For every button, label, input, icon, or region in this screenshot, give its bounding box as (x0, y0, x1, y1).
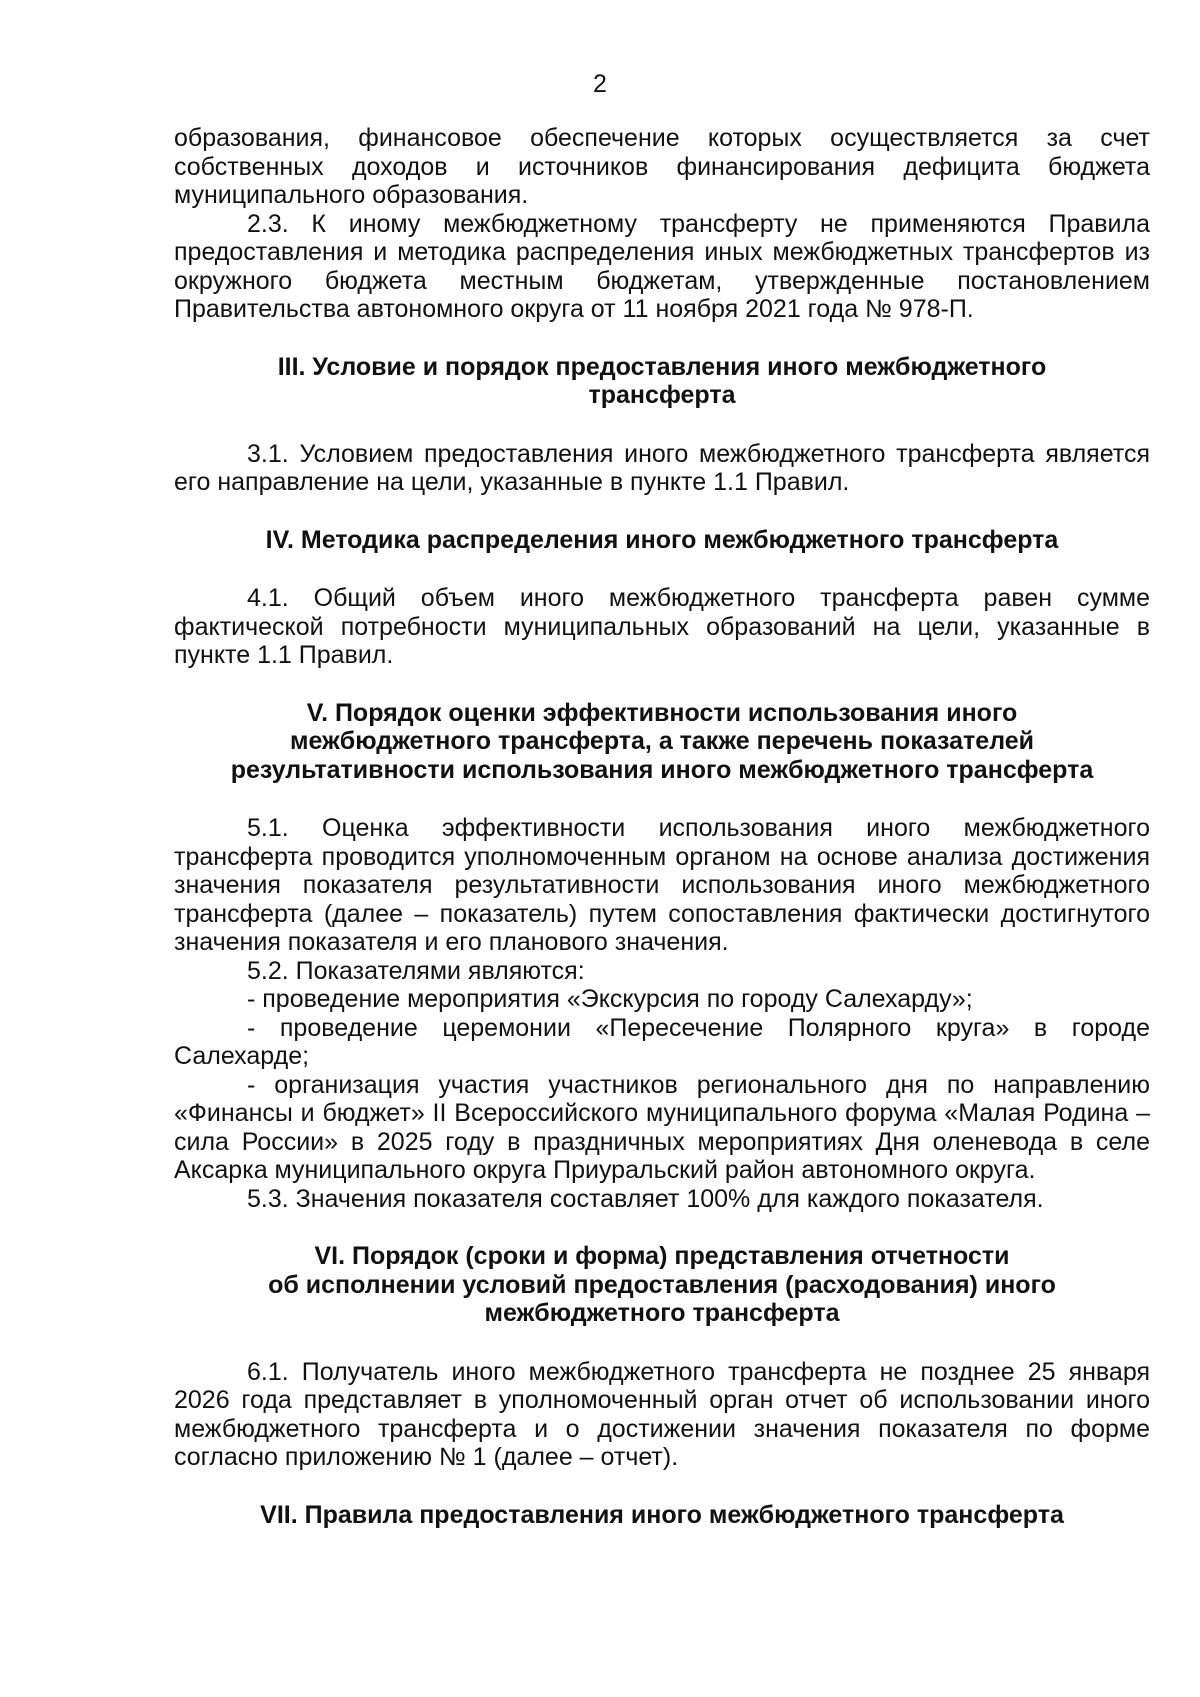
page-number: 2 (593, 70, 607, 98)
paragraph-5-1: 5.1. Оценка эффективности использования иного межбюджетного трансферта проводится уполномоченным органом на основе анализа достижения значения показателя результативности использования иного межбюджетного трансферта (далее – показатель) путем сопоставления фактически достигнутого значения показателя и его планового значения. (174, 814, 1150, 956)
paragraph-4-1: 4.1. Общий объем иного межбюджетного трансферта равен сумме фактической потребности муниципальных образований на цели, указанные в пункте 1.1 Правил. (174, 584, 1150, 669)
heading-line: трансферта (588, 381, 736, 409)
heading-line: межбюджетного трансферта (484, 1299, 840, 1327)
paragraph-5-2: 5.2. Показателями являются: (247, 956, 585, 985)
heading-line: VI. Порядок (сроки и форма) представления отчетности (314, 1242, 1010, 1270)
heading-line: V. Порядок оценки эффективности использования иного (306, 698, 1018, 727)
section-heading-v (174, 699, 1150, 785)
indicator-item: - проведение мероприятия «Экскурсия по городу Салехарду»; (247, 985, 973, 1013)
section-heading-iv (174, 526, 1150, 555)
section-heading-vi (174, 1242, 1150, 1328)
heading-line: об исполнении условий предоставления (расходования) иного (268, 1270, 1056, 1299)
paragraph-2-3: 2.3. К иному межбюджетному трансферту не применяются Правила предоставления и методика распределения иных межбюджетных трансфертов из окружного бюджета местным бюджетам, утвержденные постановлением Правительства автономного округа от 11 ноября 2021 года № 978-П. (174, 209, 1150, 323)
document-body (174, 124, 1150, 1529)
heading-line: IV. Методика распределения иного межбюджетного трансферта (265, 525, 1059, 554)
heading-line: III. Условие и порядок предоставления иного межбюджетного (277, 352, 1047, 381)
section-heading-iii (174, 353, 1150, 410)
paragraph-6-1: 6.1. Получатель иного межбюджетного трансферта не позднее 25 января 2026 года представляет в уполномоченный орган отчет об использовании иного межбюджетного трансферта и о достижении значения показателя по форме согласно приложению № 1 (далее – отчет). (174, 1357, 1150, 1471)
paragraph-3-1: 3.1. Условием предоставления иного межбюджетного трансферта является его направление на цели, указанные в пункте 1.1 Правил. (174, 439, 1150, 496)
indicator-item: - организация участия участников регионального дня по направлению «Финансы и бюджет» II Всероссийского муниципального форума «Малая Родина – сила России» в 2025 году в праздничных мероприятиях Дня оленевода в селе Аксарка муниципального округа Приуральский район автономного округа. (174, 1070, 1150, 1184)
heading-line: VII. Правила предоставления иного межбюджетного трансферта (260, 1500, 1064, 1529)
paragraph-5-3: 5.3. Значения показателя составляет 100% для каждого показателя. (247, 1184, 1044, 1213)
section-heading-vii (174, 1501, 1150, 1530)
heading-line: межбюджетного трансферта, а также перечень показателей (289, 727, 1035, 755)
heading-line: результативности использования иного межбюджетного трансферта (230, 755, 1094, 784)
indicator-item: - проведение церемонии «Пересечение Полярного круга» в городе Салехарде; (174, 1013, 1150, 1070)
paragraph-continuation: образования, финансовое обеспечение которых осуществляется за счет собственных доходов и источников финансирования дефицита бюджета муниципального образования. (174, 124, 1150, 209)
